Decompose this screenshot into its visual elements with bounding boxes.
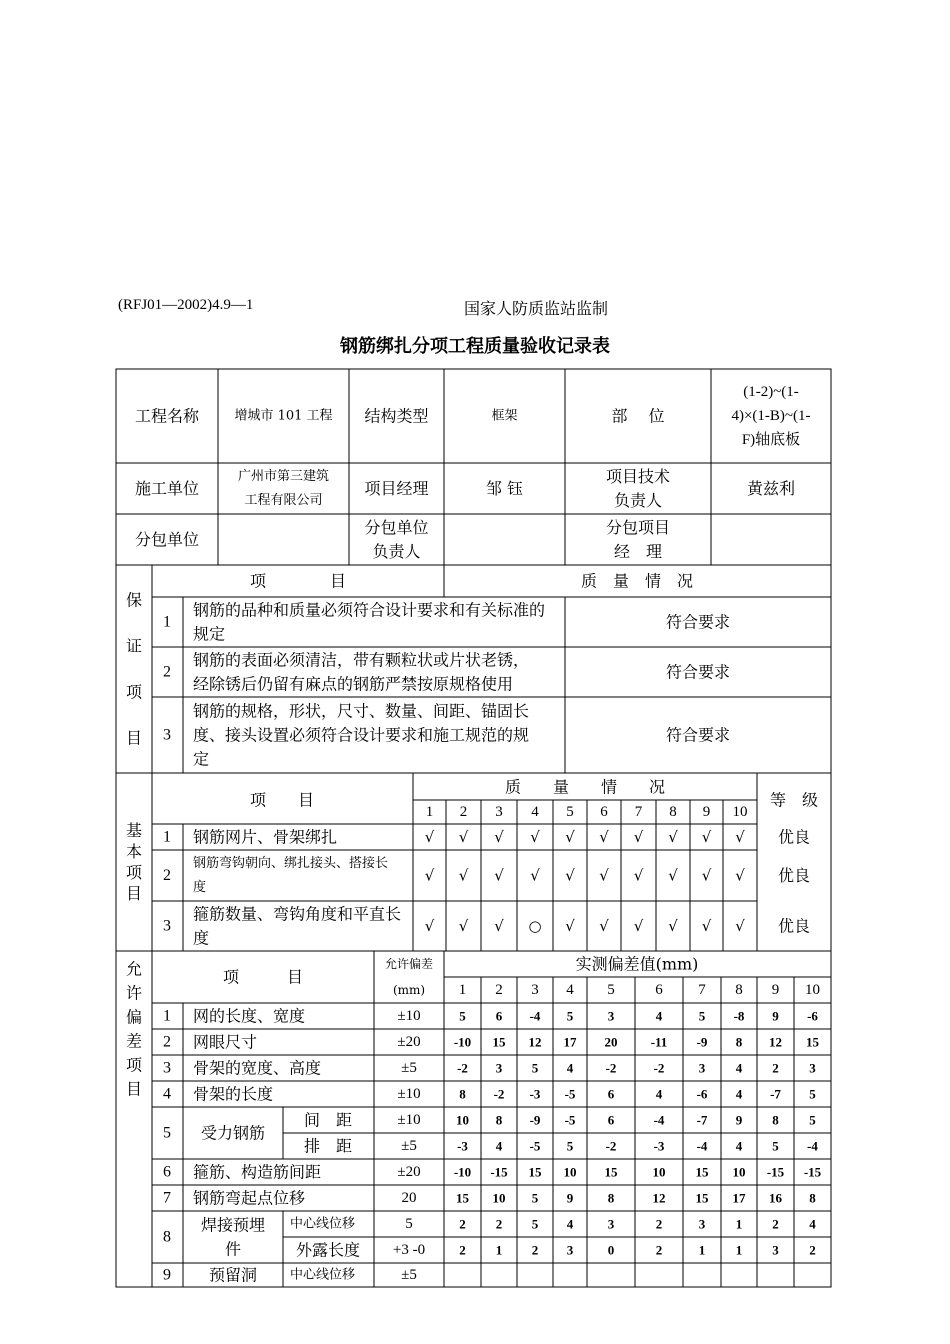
measured-value: 4 bbox=[809, 1216, 816, 1232]
measured-value: 5 bbox=[531, 1190, 539, 1206]
measured-value: 1 bbox=[735, 1242, 743, 1258]
basic-mark: √ bbox=[494, 866, 504, 885]
measured-value: 10 bbox=[492, 1190, 506, 1206]
measured-value: 2 bbox=[459, 1216, 466, 1232]
project-manager-value: 邹 钰 bbox=[485, 479, 524, 498]
basic-item-grade: 优良 bbox=[777, 827, 811, 847]
measured-value: -9 bbox=[696, 1034, 708, 1050]
part-value: 4)×(1-B)~(1- bbox=[731, 408, 811, 424]
tolerance-row-allow: 20 bbox=[401, 1190, 417, 1206]
supervision-note: 国家人防质监站监制 bbox=[464, 299, 609, 318]
tolerance-allow-header: 允许偏差 bbox=[384, 957, 434, 971]
basic-mark: √ bbox=[701, 828, 712, 846]
part-value: (1-2)~(1- bbox=[743, 384, 799, 400]
measured-value: 1 bbox=[698, 1242, 706, 1258]
measured-value: 3 bbox=[698, 1060, 706, 1076]
tolerance-row-allow: ±10 bbox=[397, 1086, 421, 1102]
measured-value: 3 bbox=[495, 1060, 503, 1076]
measured-value: 2 bbox=[655, 1216, 663, 1232]
measured-value: 2 bbox=[531, 1242, 539, 1258]
contractor-value: 广州市第三建筑 bbox=[237, 469, 330, 484]
measured-value: 4 bbox=[495, 1138, 503, 1154]
measured-value: -15 bbox=[766, 1164, 785, 1180]
guarantee-item-result: 符合要求 bbox=[665, 662, 731, 682]
tolerance-row-no: 4 bbox=[163, 1085, 171, 1103]
basic-item-text: 度 bbox=[193, 880, 207, 895]
tolerance-row-sub: 间 距 bbox=[303, 1110, 353, 1130]
tolerance-row-no: 8 bbox=[163, 1228, 171, 1246]
basic-item-text: 钢筋弯钩朝向、绑扎接头、搭接长 bbox=[193, 856, 389, 871]
measured-value: -15 bbox=[803, 1164, 822, 1180]
page-title: 钢筋绑扎分项工程质量验收记录表 bbox=[340, 336, 610, 357]
basic-column-number: 1 bbox=[425, 804, 434, 820]
tech-lead-label: 负责人 bbox=[613, 491, 663, 510]
measured-value: -10 bbox=[453, 1034, 472, 1050]
tolerance-column-number: 8 bbox=[735, 982, 743, 998]
basic-mark: ○ bbox=[528, 917, 542, 935]
basic-mark: √ bbox=[458, 866, 469, 885]
measured-value: 1 bbox=[735, 1216, 743, 1232]
basic-mark: √ bbox=[633, 917, 644, 935]
part-label: 部 位 bbox=[611, 406, 665, 426]
project-name-value: 增城市 101 工程 bbox=[234, 408, 333, 424]
tolerance-row-no: 2 bbox=[163, 1033, 171, 1051]
guarantee-item-text: 经除锈后仍留有麻点的钢筋严禁按原规格使用 bbox=[193, 674, 514, 694]
measured-value: 2 bbox=[495, 1216, 503, 1232]
measured-value: 2 bbox=[772, 1216, 779, 1232]
tolerance-row-allow: ±5 bbox=[401, 1060, 417, 1076]
basic-column-number: 2 bbox=[459, 804, 468, 820]
basic-mark: √ bbox=[530, 866, 540, 885]
tolerance-item-header: 项 目 bbox=[222, 967, 304, 987]
measured-value: 9 bbox=[735, 1112, 743, 1128]
basic-mark: √ bbox=[735, 828, 745, 846]
measured-value: -7 bbox=[696, 1112, 708, 1128]
basic-column-number: 8 bbox=[669, 804, 677, 820]
tolerance-row-allow: ±10 bbox=[397, 1112, 421, 1128]
measured-value: 4 bbox=[566, 1060, 574, 1076]
basic-mark: √ bbox=[565, 866, 575, 885]
part-value: F)轴底板 bbox=[741, 432, 801, 448]
guarantee-quality-header: 质 量 情 况 bbox=[580, 571, 694, 591]
measured-value: -4 bbox=[807, 1138, 818, 1154]
measured-value: 12 bbox=[528, 1034, 542, 1050]
measured-value: 10 bbox=[732, 1164, 746, 1180]
measured-value: 2 bbox=[459, 1242, 466, 1258]
guarantee-section-label: 保 bbox=[125, 590, 143, 610]
basic-column-number: 10 bbox=[732, 804, 748, 820]
measured-value: 3 bbox=[566, 1242, 574, 1258]
guarantee-item-result: 符合要求 bbox=[665, 612, 731, 632]
measured-value: 5 bbox=[531, 1060, 539, 1076]
measured-value: 5 bbox=[809, 1086, 816, 1102]
basic-mark: √ bbox=[494, 917, 504, 935]
tolerance-row-no: 3 bbox=[163, 1059, 171, 1077]
measured-value: -15 bbox=[490, 1164, 508, 1180]
guarantee-item-no: 3 bbox=[163, 726, 171, 744]
tolerance-row-allow: ±5 bbox=[401, 1138, 417, 1154]
tolerance-row-no: 9 bbox=[163, 1266, 171, 1284]
tolerance-column-number: 7 bbox=[698, 982, 706, 998]
tolerance-row-allow: ±10 bbox=[397, 1008, 421, 1024]
basic-section-label: 基 bbox=[125, 821, 143, 840]
measured-value: 8 bbox=[495, 1112, 503, 1128]
measured-value: -2 bbox=[457, 1060, 468, 1076]
basic-column-number: 4 bbox=[531, 804, 539, 820]
structure-type-value: 框架 bbox=[491, 408, 518, 424]
tolerance-row-allow: ±20 bbox=[397, 1164, 421, 1180]
measured-value: -8 bbox=[733, 1008, 745, 1024]
tolerance-row-sub: 外露长度 bbox=[295, 1240, 361, 1260]
measured-value: -3 bbox=[457, 1138, 468, 1154]
measured-value: 9 bbox=[772, 1008, 779, 1024]
measured-value: 5 bbox=[459, 1008, 466, 1024]
tolerance-row-name: 焊接预埋 bbox=[200, 1215, 266, 1235]
tolerance-row-allow: ±20 bbox=[397, 1034, 421, 1050]
measured-value: 15 bbox=[695, 1164, 709, 1180]
measured-value: 9 bbox=[566, 1190, 574, 1206]
tolerance-row-name: 箍筋、构造筋间距 bbox=[193, 1162, 322, 1182]
contractor-label: 施工单位 bbox=[134, 479, 200, 498]
measured-value: 5 bbox=[566, 1008, 574, 1024]
tolerance-row-name: 网眼尺寸 bbox=[193, 1032, 258, 1052]
measured-value: 10 bbox=[652, 1164, 666, 1180]
measured-value: 5 bbox=[698, 1008, 706, 1024]
measured-value: 8 bbox=[809, 1190, 816, 1206]
measured-value: 16 bbox=[769, 1190, 782, 1206]
measured-value: -2 bbox=[653, 1060, 665, 1076]
basic-item-no: 2 bbox=[163, 867, 171, 884]
basic-item-text: 度 bbox=[193, 928, 210, 948]
measured-value: 4 bbox=[735, 1086, 743, 1102]
basic-mark: √ bbox=[668, 917, 678, 935]
tolerance-column-number: 3 bbox=[531, 982, 539, 998]
measured-value: 5 bbox=[531, 1216, 539, 1232]
basic-item-no: 3 bbox=[163, 917, 171, 935]
basic-mark: √ bbox=[735, 866, 745, 885]
basic-section-label: 项 bbox=[125, 863, 143, 882]
guarantee-item-text: 钢筋的表面必须清洁，带有颗粒状或片状老锈， bbox=[193, 650, 530, 670]
basic-mark: √ bbox=[565, 917, 575, 935]
basic-mark: √ bbox=[424, 917, 435, 935]
measured-value: 5 bbox=[772, 1138, 779, 1154]
measured-value: 4 bbox=[655, 1086, 663, 1102]
tolerance-row-name: 钢筋弯起点位移 bbox=[193, 1188, 306, 1208]
basic-mark: √ bbox=[701, 866, 712, 885]
measured-value: 4 bbox=[566, 1216, 574, 1232]
measured-value: -11 bbox=[650, 1034, 668, 1050]
measured-value: -3 bbox=[653, 1138, 665, 1154]
tolerance-row-allow: ±5 bbox=[401, 1267, 417, 1283]
basic-mark: √ bbox=[424, 828, 435, 846]
basic-item-header: 项 目 bbox=[249, 790, 315, 810]
guarantee-item-no: 2 bbox=[163, 663, 171, 681]
tolerance-row-name: 受力钢筋 bbox=[200, 1123, 266, 1143]
basic-grade-header: 等 级 bbox=[769, 790, 819, 810]
guarantee-section-label: 目 bbox=[125, 728, 143, 748]
basic-column-number: 6 bbox=[600, 804, 608, 820]
measured-value: 8 bbox=[459, 1086, 466, 1102]
measured-value: 12 bbox=[652, 1190, 666, 1206]
measured-value: -4 bbox=[529, 1008, 541, 1024]
tolerance-section-label: 偏 bbox=[125, 1007, 143, 1027]
measured-value: -6 bbox=[696, 1086, 708, 1102]
structure-type-label: 结构类型 bbox=[364, 406, 429, 426]
basic-mark: √ bbox=[599, 917, 609, 935]
tech-lead-value: 黄兹利 bbox=[746, 479, 796, 498]
basic-item-no: 1 bbox=[163, 828, 171, 846]
measured-value: 4 bbox=[735, 1138, 743, 1154]
tolerance-row-name: 件 bbox=[224, 1239, 242, 1259]
measured-value: 15 bbox=[528, 1164, 542, 1180]
measured-value: 6 bbox=[607, 1112, 615, 1128]
measured-value: 17 bbox=[732, 1190, 746, 1206]
measured-value: 3 bbox=[772, 1242, 779, 1258]
measured-value: 8 bbox=[735, 1034, 743, 1050]
tolerance-measured-header: 实测偏差值(mm) bbox=[575, 954, 699, 974]
guarantee-item-result: 符合要求 bbox=[665, 725, 731, 745]
guarantee-item-text: 钢筋的品种和质量必须符合设计要求和有关标准的 bbox=[193, 600, 546, 620]
tolerance-row-no: 6 bbox=[163, 1163, 171, 1181]
tolerance-section-label: 许 bbox=[125, 983, 143, 1003]
tolerance-section-label: 差 bbox=[125, 1031, 143, 1051]
basic-mark: √ bbox=[633, 866, 644, 885]
sub-manager-label: 经 理 bbox=[613, 542, 663, 561]
measured-value: 2 bbox=[655, 1242, 663, 1258]
basic-mark: √ bbox=[599, 828, 609, 846]
tolerance-row-name: 骨架的长度 bbox=[193, 1084, 274, 1104]
measured-value: 0 bbox=[607, 1242, 615, 1258]
measured-value: 3 bbox=[809, 1060, 816, 1076]
measured-value: -9 bbox=[529, 1112, 541, 1128]
tolerance-section-label: 目 bbox=[125, 1079, 143, 1099]
measured-value: 2 bbox=[772, 1060, 779, 1076]
measured-value: -5 bbox=[564, 1086, 576, 1102]
basic-column-number: 3 bbox=[495, 804, 503, 820]
tolerance-row-allow: +3 -0 bbox=[392, 1242, 426, 1258]
measured-value: 2 bbox=[809, 1242, 816, 1258]
measured-value: -3 bbox=[529, 1086, 541, 1102]
tolerance-section-label: 允 bbox=[125, 959, 143, 979]
measured-value: 10 bbox=[563, 1164, 577, 1180]
measured-value: -2 bbox=[605, 1060, 617, 1076]
measured-value: 8 bbox=[772, 1112, 779, 1128]
tolerance-column-number: 1 bbox=[458, 982, 467, 998]
tolerance-column-number: 2 bbox=[495, 982, 503, 998]
basic-mark: √ bbox=[701, 917, 712, 935]
basic-mark: √ bbox=[494, 828, 504, 846]
tolerance-row-allow: 5 bbox=[405, 1216, 413, 1232]
tolerance-allow-header: (mm) bbox=[392, 983, 426, 997]
basic-item-text: 钢筋网片、骨架绑扎 bbox=[193, 827, 338, 847]
basic-column-number: 5 bbox=[566, 804, 574, 820]
basic-mark: √ bbox=[735, 917, 745, 935]
tolerance-row-no: 5 bbox=[163, 1124, 171, 1142]
basic-mark: √ bbox=[530, 828, 540, 846]
basic-section-label: 本 bbox=[125, 842, 143, 861]
measured-value: -7 bbox=[770, 1086, 781, 1102]
measured-value: -10 bbox=[453, 1164, 472, 1180]
basic-quality-header: 质 量 情 况 bbox=[504, 777, 666, 797]
guarantee-item-header: 项 目 bbox=[249, 571, 347, 591]
measured-value: 12 bbox=[769, 1034, 782, 1050]
measured-value: -4 bbox=[696, 1138, 708, 1154]
measured-value: 5 bbox=[566, 1138, 574, 1154]
measured-value: 6 bbox=[607, 1086, 615, 1102]
project-manager-label: 项目经理 bbox=[364, 479, 429, 498]
guarantee-item-text: 钢筋的规格，形状，尺寸、数量、间距、锚固长 bbox=[193, 701, 530, 721]
tolerance-row-name: 网的长度、宽度 bbox=[193, 1006, 306, 1026]
measured-value: -2 bbox=[493, 1086, 505, 1102]
measured-value: 15 bbox=[456, 1190, 469, 1206]
basic-section-label: 目 bbox=[125, 884, 143, 903]
measured-value: 1 bbox=[495, 1242, 503, 1258]
contractor-value: 工程有限公司 bbox=[244, 493, 323, 508]
measured-value: -6 bbox=[807, 1008, 818, 1024]
measured-value: -5 bbox=[529, 1138, 541, 1154]
basic-mark: √ bbox=[424, 866, 435, 885]
tolerance-column-number: 4 bbox=[566, 982, 574, 998]
basic-item-text: 箍筋数量、弯钩角度和平直长 bbox=[193, 904, 402, 924]
basic-mark: √ bbox=[565, 828, 575, 846]
measured-value: 10 bbox=[456, 1112, 469, 1128]
measured-value: 6 bbox=[495, 1008, 503, 1024]
basic-mark: √ bbox=[599, 866, 609, 885]
basic-mark: √ bbox=[458, 828, 469, 846]
measured-value: 15 bbox=[806, 1034, 819, 1050]
tech-lead-label: 项目技术 bbox=[605, 467, 671, 486]
measured-value: 3 bbox=[607, 1008, 615, 1024]
tolerance-row-sub: 排 距 bbox=[303, 1136, 353, 1156]
measured-value: 4 bbox=[735, 1060, 743, 1076]
tolerance-column-number: 9 bbox=[771, 982, 780, 998]
guarantee-section-label: 证 bbox=[125, 636, 143, 656]
measured-value: 5 bbox=[809, 1112, 816, 1128]
tolerance-section-label: 项 bbox=[125, 1055, 143, 1075]
sub-lead-label: 分包单位 bbox=[364, 518, 429, 537]
measured-value: -5 bbox=[564, 1112, 576, 1128]
tolerance-row-sub: 中心线位移 bbox=[290, 1216, 356, 1232]
measured-value: 3 bbox=[607, 1216, 615, 1232]
measured-value: 15 bbox=[492, 1034, 506, 1050]
form-code: (RFJ01—2002)4.9—1 bbox=[118, 297, 254, 313]
sub-unit-label: 分包单位 bbox=[134, 530, 200, 549]
tolerance-column-number: 10 bbox=[805, 982, 820, 998]
basic-mark: √ bbox=[668, 866, 678, 885]
basic-item-grade: 优良 bbox=[777, 866, 811, 885]
basic-column-number: 9 bbox=[702, 804, 711, 820]
measured-value: 17 bbox=[563, 1034, 577, 1050]
basic-mark: √ bbox=[633, 828, 644, 846]
basic-item-grade: 优良 bbox=[777, 916, 811, 936]
sub-manager-label: 分包项目 bbox=[605, 518, 671, 537]
project-name-label: 工程名称 bbox=[134, 406, 200, 426]
measured-value: -2 bbox=[605, 1138, 617, 1154]
measured-value: 4 bbox=[655, 1008, 663, 1024]
measured-value: 15 bbox=[604, 1164, 618, 1180]
tolerance-row-name: 预留洞 bbox=[208, 1265, 258, 1285]
tolerance-row-sub: 中心线位移 bbox=[290, 1267, 356, 1283]
tolerance-column-number: 5 bbox=[607, 982, 615, 998]
basic-column-number: 7 bbox=[634, 804, 643, 820]
basic-mark: √ bbox=[458, 917, 469, 935]
guarantee-item-text: 度、接头设置必须符合设计要求和施工规范的规 bbox=[193, 725, 530, 745]
measured-value: -4 bbox=[653, 1112, 665, 1128]
guarantee-section-label: 项 bbox=[125, 682, 143, 702]
tolerance-row-no: 1 bbox=[163, 1007, 171, 1025]
measured-value: 20 bbox=[604, 1034, 618, 1050]
tolerance-row-name: 骨架的宽度、高度 bbox=[193, 1058, 322, 1078]
guarantee-item-no: 1 bbox=[163, 613, 171, 631]
measured-value: 8 bbox=[607, 1190, 615, 1206]
guarantee-item-text: 定 bbox=[193, 749, 210, 769]
guarantee-item-text: 规定 bbox=[193, 624, 226, 644]
tolerance-column-number: 6 bbox=[655, 982, 663, 998]
sub-lead-label: 负责人 bbox=[372, 542, 421, 561]
measured-value: 3 bbox=[698, 1216, 706, 1232]
measured-value: 15 bbox=[695, 1190, 709, 1206]
basic-mark: √ bbox=[668, 828, 678, 846]
tolerance-row-no: 7 bbox=[163, 1189, 171, 1207]
